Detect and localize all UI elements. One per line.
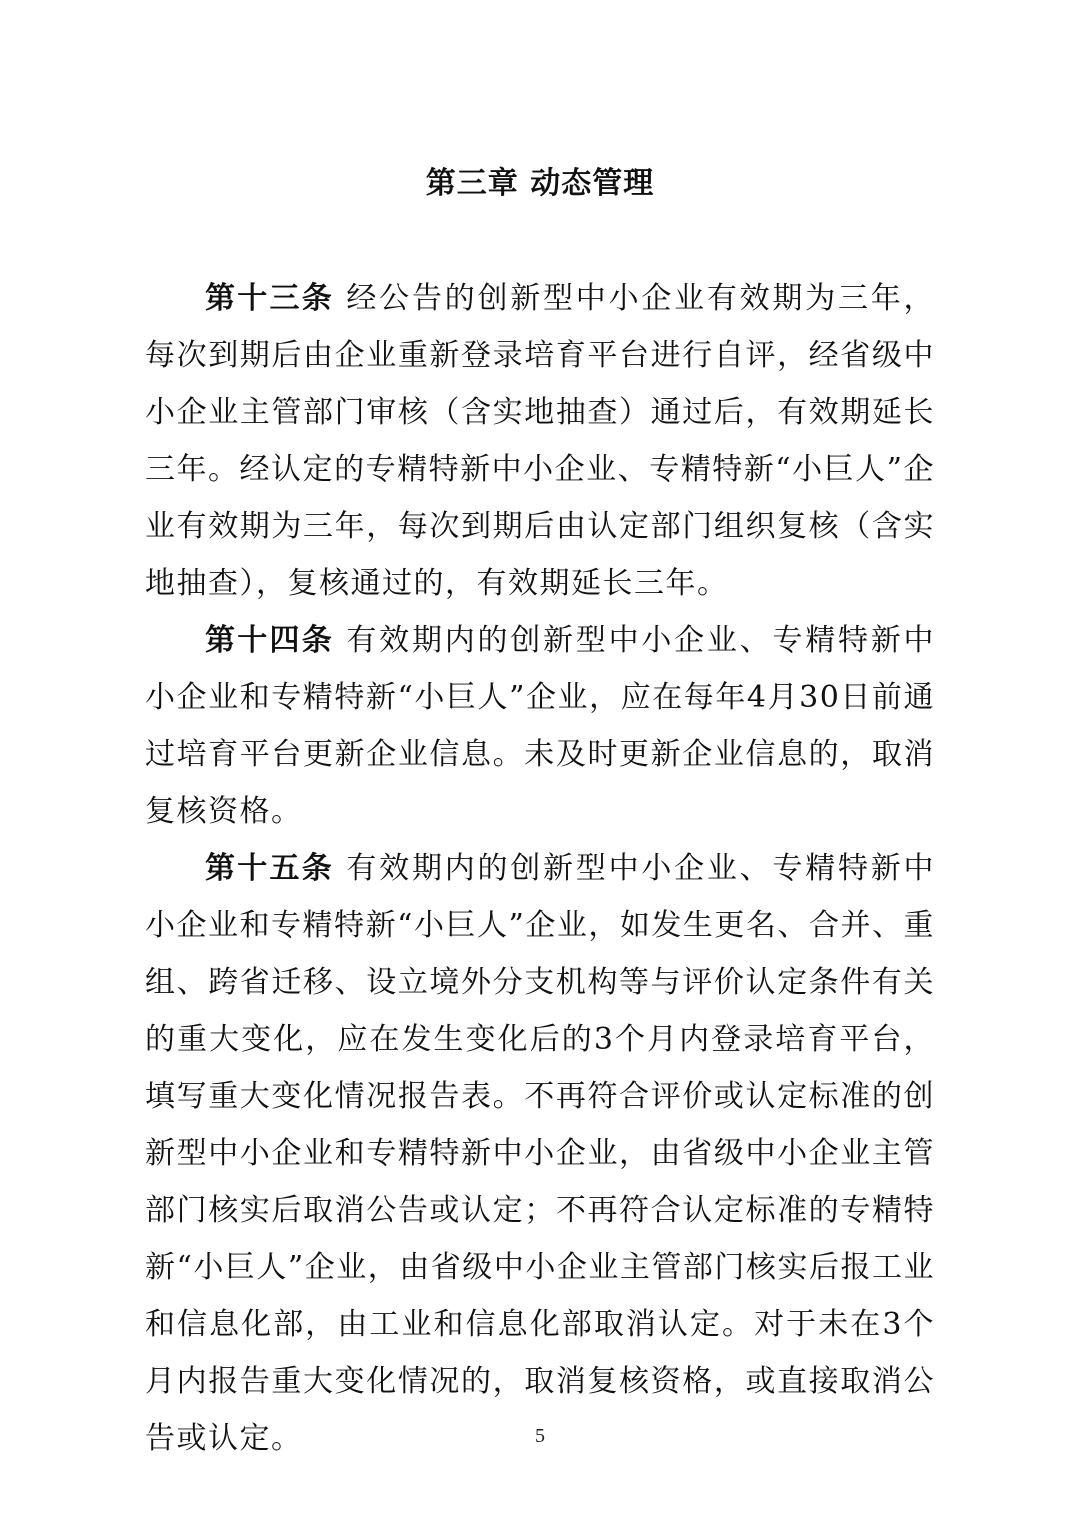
article-text: 经公告的创新型中小企业有效期为三年，每次到期后由企业重新登录培育平台进行自评，经省级中小企业主管部门审核（含实地抽查）通过后，有效期延长三年。经认定的专精特新中小企业、专精特新“小巨人”企业有效期为三年，每次到期后由认定部门组织复核（含实地抽查），复核通过的，有效期延长三年。 [145, 281, 936, 601]
article-text: 有效期内的创新型中小企业、专精特新中小企业和专精特新“小巨人”企业，如发生更名、合并、重组、跨省迁移、设立境外分支机构等与评价认定条件有关的重大变化，应在发生变化后的3个月内登录培育平台，填写重大变化情况报告表。不再符合评价或认定标准的创新型中小企业和专精特新中小企业，由省级中小企业主管部门核实后取消公告或认定；不再符合认定标准的专精特新“小巨人”企业，由省级中小企业主管部门核实后报工业和信息化部，由工业和信息化部取消认定。对于未在3个月内报告重大变化情况的，取消复核资格，或直接取消公告或认定。 [145, 851, 936, 1456]
article-heading: 第十四条 [205, 623, 335, 658]
article-heading: 第十三条 [205, 281, 335, 316]
article-text: 有效期内的创新型中小企业、专精特新中小企业和专精特新“小巨人”企业，应在每年4月30日前通过培育平台更新企业信息。未及时更新企业信息的，取消复核资格。 [145, 623, 936, 829]
article-heading: 第十五条 [205, 851, 335, 886]
article-13 [145, 270, 935, 612]
page-number: 5 [535, 1425, 545, 1447]
chapter-title: 第三章 动态管理 [425, 166, 655, 201]
article-14 [145, 612, 935, 840]
article-15 [145, 840, 935, 1467]
document-body [145, 270, 935, 1467]
